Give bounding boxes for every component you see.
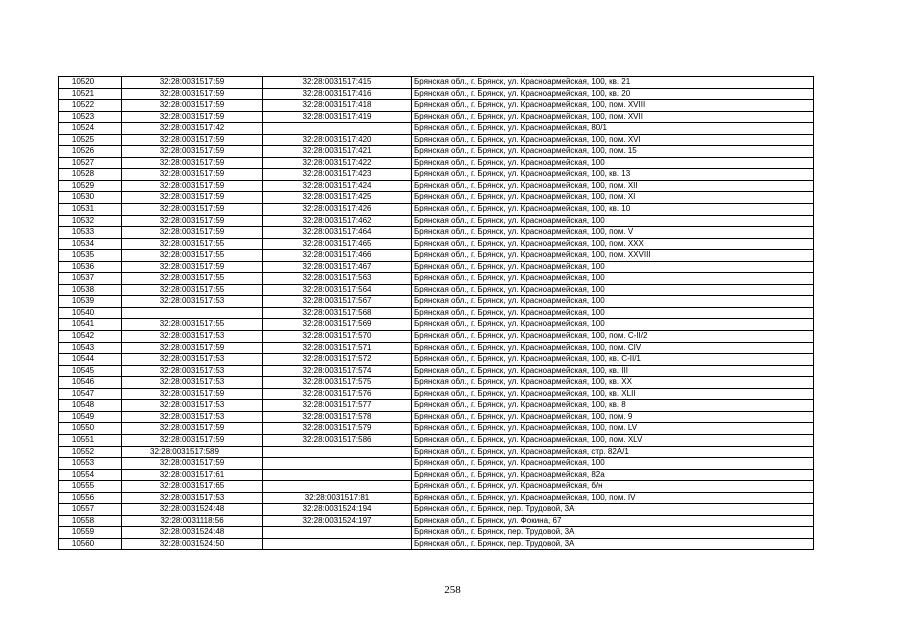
cell-object-cadastral-number: 32:28:0031517:462 [263, 215, 412, 227]
cell-parcel-cadastral-number: 32:28:0031517:53 [122, 296, 263, 308]
cell-object-cadastral-number: 32:28:0031517:419 [263, 111, 412, 123]
table-row [59, 354, 814, 366]
cell-record-number: 10540 [59, 307, 122, 319]
table-row [59, 481, 814, 493]
table-row [59, 319, 814, 331]
cell-record-number: 10542 [59, 331, 122, 343]
cell-address: Брянская обл., г. Брянск, ул. Красноармейская, 100, кв. 13 [412, 169, 814, 181]
cell-record-number: 10520 [59, 77, 122, 89]
cell-record-number: 10557 [59, 504, 122, 516]
cell-object-cadastral-number: 32:28:0031517:577 [263, 400, 412, 412]
cell-record-number: 10555 [59, 481, 122, 493]
table-row [59, 342, 814, 354]
cell-object-cadastral-number [263, 123, 412, 135]
cell-parcel-cadastral-number: 32:28:0031517:59 [122, 215, 263, 227]
table-row [59, 469, 814, 481]
cell-record-number: 10548 [59, 400, 122, 412]
table-row [59, 250, 814, 262]
table-row [59, 192, 814, 204]
cell-parcel-cadastral-number: 32:28:0031517:59 [122, 169, 263, 181]
table-row [59, 400, 814, 412]
cell-record-number: 10550 [59, 423, 122, 435]
cell-address: Брянская обл., г. Брянск, пер. Трудовой, 3А [412, 527, 814, 539]
cell-address: Брянская обл., г. Брянск, ул. Красноармейская, 100, пом. С-II/2 [412, 331, 814, 343]
cell-address: Брянская обл., г. Брянск, пер. Трудовой, 3А [412, 538, 814, 550]
cell-parcel-cadastral-number [122, 307, 263, 319]
cell-object-cadastral-number: 32:28:0031517:423 [263, 169, 412, 181]
cell-address: Брянская обл., г. Брянск, ул. Красноармейская, 100, кв. III [412, 365, 814, 377]
cell-address: Брянская обл., г. Брянск, ул. Красноармейская, 80/1 [412, 123, 814, 135]
cell-object-cadastral-number: 32:28:0031517:425 [263, 192, 412, 204]
table-row [59, 411, 814, 423]
cell-address: Брянская обл., г. Брянск, ул. Красноармейская, 100, пом. LV [412, 423, 814, 435]
cell-address: Брянская обл., г. Брянск, ул. Красноармейская, 100, кв. 20 [412, 88, 814, 100]
cell-object-cadastral-number: 32:28:0031517:571 [263, 342, 412, 354]
table-row [59, 434, 814, 446]
cell-address: Брянская обл., г. Брянск, ул. Красноармейская, стр. 82А/1 [412, 446, 814, 458]
cell-object-cadastral-number: 32:28:0031517:81 [263, 492, 412, 504]
cell-record-number: 10533 [59, 227, 122, 239]
cell-parcel-cadastral-number: 32:28:0031517:55 [122, 319, 263, 331]
cell-address: Брянская обл., г. Брянск, ул. Красноармейская, 100 [412, 215, 814, 227]
cell-record-number: 10522 [59, 100, 122, 112]
cell-record-number: 10546 [59, 377, 122, 389]
cell-parcel-cadastral-number: 32:28:0031517:59 [122, 388, 263, 400]
table-row [59, 388, 814, 400]
cell-parcel-cadastral-number: 32:28:0031517:59 [122, 227, 263, 239]
cell-parcel-cadastral-number: 32:28:0031517:53 [122, 331, 263, 343]
cell-parcel-cadastral-number: 32:28:0031517:59 [122, 77, 263, 89]
cell-address: Брянская обл., г. Брянск, ул. Красноармейская, 100, кв. XX [412, 377, 814, 389]
cell-record-number: 10528 [59, 169, 122, 181]
cell-object-cadastral-number: 32:28:0031517:426 [263, 204, 412, 216]
cell-object-cadastral-number [263, 446, 412, 458]
cell-record-number: 10543 [59, 342, 122, 354]
cell-object-cadastral-number: 32:28:0031524:194 [263, 504, 412, 516]
cell-parcel-cadastral-number: 32:28:0031517:59 [122, 261, 263, 273]
cell-record-number: 10556 [59, 492, 122, 504]
cell-record-number: 10530 [59, 192, 122, 204]
cell-address: Брянская обл., г. Брянск, ул. Красноармейская, 100, кв. XLII [412, 388, 814, 400]
cell-record-number: 10527 [59, 157, 122, 169]
table-row [59, 238, 814, 250]
cell-parcel-cadastral-number: 32:28:0031517:53 [122, 411, 263, 423]
cell-record-number: 10524 [59, 123, 122, 135]
cell-object-cadastral-number: 32:28:0031517:574 [263, 365, 412, 377]
table-row [59, 365, 814, 377]
cell-object-cadastral-number: 32:28:0031517:570 [263, 331, 412, 343]
cell-object-cadastral-number: 32:28:0031517:467 [263, 261, 412, 273]
cell-parcel-cadastral-number: 32:28:0031517:53 [122, 365, 263, 377]
cell-parcel-cadastral-number: 32:28:0031517:42 [122, 123, 263, 135]
cell-object-cadastral-number: 32:28:0031517:416 [263, 88, 412, 100]
cell-parcel-cadastral-number: 32:28:0031517:59 [122, 111, 263, 123]
cell-parcel-cadastral-number: 32:28:0031517:59 [122, 88, 263, 100]
cell-record-number: 10523 [59, 111, 122, 123]
cell-address: Брянская обл., г. Брянск, ул. Красноармейская, 100 [412, 273, 814, 285]
cell-record-number: 10537 [59, 273, 122, 285]
cell-parcel-cadastral-number: 32:28:0031517:59 [122, 134, 263, 146]
registry-table [58, 76, 814, 550]
cell-address: Брянская обл., г. Брянск, ул. Красноармейская, 100 [412, 296, 814, 308]
table-row [59, 215, 814, 227]
cell-object-cadastral-number: 32:28:0031517:422 [263, 157, 412, 169]
cell-parcel-cadastral-number: 32:28:0031517:59 [122, 192, 263, 204]
cell-parcel-cadastral-number: 32:28:0031524:50 [122, 538, 263, 550]
cell-object-cadastral-number: 32:28:0031517:578 [263, 411, 412, 423]
cell-parcel-cadastral-number: 32:28:0031517:61 [122, 469, 263, 481]
cell-object-cadastral-number: 32:28:0031517:420 [263, 134, 412, 146]
cell-record-number: 10559 [59, 527, 122, 539]
cell-record-number: 10545 [59, 365, 122, 377]
table-row [59, 458, 814, 470]
cell-object-cadastral-number [263, 527, 412, 539]
cell-record-number: 10551 [59, 434, 122, 446]
cell-record-number: 10560 [59, 538, 122, 550]
table-row [59, 204, 814, 216]
cell-address: Брянская обл., г. Брянск, ул. Красноармейская, 100 [412, 319, 814, 331]
cell-parcel-cadastral-number: 32:28:0031517:55 [122, 273, 263, 285]
cell-parcel-cadastral-number: 32:28:0031517:59 [122, 458, 263, 470]
cell-record-number: 10553 [59, 458, 122, 470]
cell-record-number: 10521 [59, 88, 122, 100]
table-row [59, 134, 814, 146]
cell-parcel-cadastral-number: 32:28:0031517:59 [122, 342, 263, 354]
cell-record-number: 10547 [59, 388, 122, 400]
table-row [59, 527, 814, 539]
table-row [59, 146, 814, 158]
table-row [59, 331, 814, 343]
cell-object-cadastral-number: 32:28:0031517:569 [263, 319, 412, 331]
cell-address: Брянская обл., г. Брянск, ул. Красноармейская, 100, пом. XVIII [412, 100, 814, 112]
cell-address: Брянская обл., г. Брянск, ул. Красноармейская, 100, пом. XXVIII [412, 250, 814, 262]
cell-parcel-cadastral-number: 32:28:0031517:53 [122, 492, 263, 504]
cell-object-cadastral-number [263, 481, 412, 493]
table-row [59, 123, 814, 135]
cell-address: Брянская обл., г. Брянск, ул. Красноармейская, 100, пом. V [412, 227, 814, 239]
cell-record-number: 10531 [59, 204, 122, 216]
table-row [59, 169, 814, 181]
cell-object-cadastral-number: 32:28:0031517:415 [263, 77, 412, 89]
cell-address: Брянская обл., г. Брянск, ул. Красноармейская, 100 [412, 261, 814, 273]
cell-object-cadastral-number: 32:28:0031517:424 [263, 180, 412, 192]
cell-address: Брянская обл., г. Брянск, ул. Красноармейская, 100, пом. XLV [412, 434, 814, 446]
cell-record-number: 10532 [59, 215, 122, 227]
cell-address: Брянская обл., г. Брянск, ул. Красноармейская, 100 [412, 157, 814, 169]
cell-address: Брянская обл., г. Брянск, пер. Трудовой, 3А [412, 504, 814, 516]
cell-parcel-cadastral-number: 32:28:0031517:59 [122, 157, 263, 169]
cell-address: Брянская обл., г. Брянск, ул. Красноармейская, 100, кв. 10 [412, 204, 814, 216]
table-row [59, 111, 814, 123]
table-row [59, 100, 814, 112]
cell-record-number: 10536 [59, 261, 122, 273]
table-row [59, 157, 814, 169]
cell-address: Брянская обл., г. Брянск, ул. Красноармейская, 100, пом. XII [412, 180, 814, 192]
table-row [59, 538, 814, 550]
cell-parcel-cadastral-number: 32:28:0031517:59 [122, 100, 263, 112]
cell-record-number: 10549 [59, 411, 122, 423]
cell-address: Брянская обл., г. Брянск, ул. Красноармейская, 100, пом. CIV [412, 342, 814, 354]
cell-parcel-cadastral-number: 32:28:0031517:589 [122, 446, 263, 458]
cell-object-cadastral-number: 32:28:0031517:421 [263, 146, 412, 158]
table-row [59, 515, 814, 527]
cell-record-number: 10554 [59, 469, 122, 481]
table-row [59, 180, 814, 192]
table-row [59, 492, 814, 504]
cell-address: Брянская обл., г. Брянск, ул. Красноармейская, б/н [412, 481, 814, 493]
cell-parcel-cadastral-number: 32:28:0031517:59 [122, 146, 263, 158]
table-row [59, 504, 814, 516]
table-row [59, 296, 814, 308]
cell-object-cadastral-number: 32:28:0031517:575 [263, 377, 412, 389]
table-row [59, 77, 814, 89]
table-row [59, 273, 814, 285]
cell-parcel-cadastral-number: 32:28:0031517:55 [122, 284, 263, 296]
cell-address: Брянская обл., г. Брянск, ул. Красноармейская, 100, пом. IV [412, 492, 814, 504]
table-row [59, 377, 814, 389]
cell-object-cadastral-number: 32:28:0031517:466 [263, 250, 412, 262]
cell-address: Брянская обл., г. Брянск, ул. Красноармейская, 100, пом. 9 [412, 411, 814, 423]
cell-record-number: 10558 [59, 515, 122, 527]
cell-object-cadastral-number: 32:28:0031517:568 [263, 307, 412, 319]
cell-object-cadastral-number: 32:28:0031517:564 [263, 284, 412, 296]
page-number: 258 [444, 584, 461, 596]
cell-parcel-cadastral-number: 32:28:0031517:53 [122, 377, 263, 389]
cell-record-number: 10529 [59, 180, 122, 192]
cell-address: Брянская обл., г. Брянск, ул. Красноармейская, 100, пом. XVII [412, 111, 814, 123]
cell-address: Брянская обл., г. Брянск, ул. Красноармейская, 100, пом. 15 [412, 146, 814, 158]
cell-record-number: 10541 [59, 319, 122, 331]
cell-parcel-cadastral-number: 32:28:0031517:55 [122, 250, 263, 262]
cell-record-number: 10535 [59, 250, 122, 262]
cell-parcel-cadastral-number: 32:28:0031517:59 [122, 180, 263, 192]
cell-address: Брянская обл., г. Брянск, ул. Фокина, 67 [412, 515, 814, 527]
cell-object-cadastral-number: 32:28:0031517:464 [263, 227, 412, 239]
cell-object-cadastral-number: 32:28:0031517:418 [263, 100, 412, 112]
table-row [59, 446, 814, 458]
table-row [59, 88, 814, 100]
cell-parcel-cadastral-number: 32:28:0031517:59 [122, 434, 263, 446]
cell-record-number: 10552 [59, 446, 122, 458]
table-row [59, 307, 814, 319]
cell-parcel-cadastral-number: 32:28:0031517:53 [122, 400, 263, 412]
cell-address: Брянская обл., г. Брянск, ул. Красноармейская, 100, кв. 8 [412, 400, 814, 412]
cell-parcel-cadastral-number: 32:28:0031517:55 [122, 238, 263, 250]
cell-record-number: 10538 [59, 284, 122, 296]
table-row [59, 423, 814, 435]
table-row [59, 284, 814, 296]
cell-address: Брянская обл., г. Брянск, ул. Красноармейская, 100, пом. XXX [412, 238, 814, 250]
cell-parcel-cadastral-number: 32:28:0031517:59 [122, 423, 263, 435]
cell-address: Брянская обл., г. Брянск, ул. Красноармейская, 100 [412, 284, 814, 296]
table-row [59, 227, 814, 239]
cell-object-cadastral-number: 32:28:0031517:567 [263, 296, 412, 308]
cell-record-number: 10539 [59, 296, 122, 308]
cell-address: Брянская обл., г. Брянск, ул. Красноармейская, 100, пом. XI [412, 192, 814, 204]
table-row [59, 261, 814, 273]
cell-object-cadastral-number [263, 538, 412, 550]
cell-address: Брянская обл., г. Брянск, ул. Красноармейская, 100, кв. С-II/1 [412, 354, 814, 366]
cell-record-number: 10526 [59, 146, 122, 158]
registry-table-body [59, 77, 814, 550]
cell-address: Брянская обл., г. Брянск, ул. Красноармейская, 100 [412, 458, 814, 470]
cell-parcel-cadastral-number: 32:28:0031524:48 [122, 504, 263, 516]
cell-address: Брянская обл., г. Брянск, ул. Красноармейская, 100 [412, 307, 814, 319]
cell-parcel-cadastral-number: 32:28:0031524:48 [122, 527, 263, 539]
cell-record-number: 10544 [59, 354, 122, 366]
cell-object-cadastral-number [263, 458, 412, 470]
cell-object-cadastral-number: 32:28:0031517:572 [263, 354, 412, 366]
cell-parcel-cadastral-number: 32:28:0031517:53 [122, 354, 263, 366]
cell-object-cadastral-number: 32:28:0031517:576 [263, 388, 412, 400]
cell-address: Брянская обл., г. Брянск, ул. Красноармейская, 82а [412, 469, 814, 481]
cell-object-cadastral-number: 32:28:0031517:586 [263, 434, 412, 446]
cell-object-cadastral-number [263, 469, 412, 481]
cell-object-cadastral-number: 32:28:0031517:579 [263, 423, 412, 435]
cell-record-number: 10534 [59, 238, 122, 250]
cell-parcel-cadastral-number: 32:28:0031118:56 [122, 515, 263, 527]
cell-object-cadastral-number: 32:28:0031517:465 [263, 238, 412, 250]
cell-address: Брянская обл., г. Брянск, ул. Красноармейская, 100, кв. 21 [412, 77, 814, 89]
cell-address: Брянская обл., г. Брянск, ул. Красноармейская, 100, пом. XVI [412, 134, 814, 146]
cell-object-cadastral-number: 32:28:0031517:563 [263, 273, 412, 285]
cell-record-number: 10525 [59, 134, 122, 146]
cell-object-cadastral-number: 32:28:0031524:197 [263, 515, 412, 527]
cell-parcel-cadastral-number: 32:28:0031517:59 [122, 204, 263, 216]
cell-parcel-cadastral-number: 32:28:0031517:65 [122, 481, 263, 493]
